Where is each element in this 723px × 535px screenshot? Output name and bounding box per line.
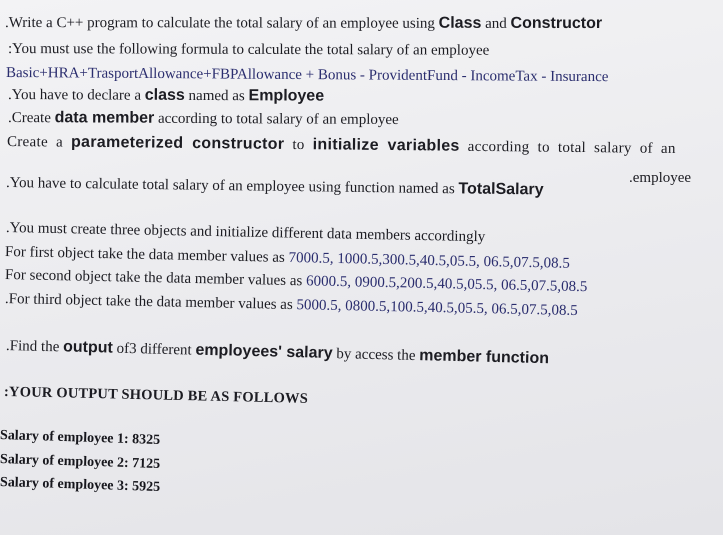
class-declaration-instruction xyxy=(8,86,324,106)
second-object-data: 6000.5, 0900.5,200.5,40.5,05.5, 06.5,07.5,08.5 xyxy=(305,273,588,296)
first-object-data: 7000.5, 1000.5,300.5,40.5,05.5, 06.5,07.5,08.5 xyxy=(288,249,570,272)
task-intro-text: .Write a C++ program to calculate the total salary of an employee using xyxy=(4,15,439,32)
formula-instruction-text: :You must use the following formula to calculate the total salary of an employee xyxy=(7,41,490,59)
second-object-label: For second object take the data member values as xyxy=(4,267,307,290)
employee-continued-text: .employee xyxy=(629,170,692,186)
keyword-parameterized-constructor: parameterized constructor xyxy=(70,133,285,153)
output-line-employee-3 xyxy=(0,474,160,497)
create-text: .Create xyxy=(7,110,55,127)
keyword-output: output xyxy=(62,338,114,357)
data-member-rest-text: according to total salary of an employee xyxy=(154,110,399,129)
third-object-values xyxy=(5,290,578,320)
three-different-text: 3 different xyxy=(128,341,196,359)
create-a-text: Create a xyxy=(6,134,72,151)
output-instruction xyxy=(6,337,549,368)
of-text: of xyxy=(112,340,130,358)
keyword-total-salary: TotalSalary xyxy=(458,180,544,199)
output-line-employee-1 xyxy=(0,427,160,450)
connector-text: and xyxy=(481,15,511,32)
constructor-rest-text: according to total salary of an xyxy=(459,138,676,158)
named-as-text: named as xyxy=(184,87,249,105)
first-object-label: For first object take the data member values as xyxy=(4,244,289,266)
employee-1-salary: Salary of employee 1: 8325 xyxy=(0,428,161,449)
salary-formula-text: Basic+HRA+TrasportAllowance+FBPAllowance + Bonus - ProvidentFund - IncomeTax - Insurance xyxy=(5,65,609,86)
salary-formula xyxy=(6,64,609,86)
to-text: to xyxy=(284,136,313,154)
objects-instruction-text: .You must create three objects and initialize different data members accordingly xyxy=(5,220,486,246)
keyword-constructor: Constructor xyxy=(510,14,603,33)
by-access-text: by access the xyxy=(332,345,420,365)
constructor-instruction-continued xyxy=(629,169,691,187)
objects-instruction xyxy=(6,219,486,246)
keyword-initialize-variables: initialize variables xyxy=(312,136,460,155)
data-member-instruction xyxy=(8,109,399,129)
third-object-label: .For third object take the data member values as xyxy=(4,291,297,314)
keyword-employee: Employee xyxy=(248,87,325,105)
keyword-class: Class xyxy=(438,14,482,32)
task-statement xyxy=(5,14,602,33)
output-heading-text: :YOUR OUTPUT SHOULD BE AS FOLLOWS xyxy=(3,384,309,407)
total-salary-function-instruction xyxy=(6,174,544,200)
output-heading xyxy=(4,383,308,408)
constructor-instruction xyxy=(7,133,676,158)
output-line-employee-2 xyxy=(0,451,160,474)
keyword-member-function: member function xyxy=(419,347,550,368)
function-instruction-text: .You have to calculate total salary of an employee using function named as xyxy=(5,175,459,198)
employee-2-salary: Salary of employee 2: 7125 xyxy=(0,452,161,473)
find-the-text: .Find the xyxy=(5,338,64,356)
class-instruction-text: .You have to declare a xyxy=(7,87,145,104)
keyword-data-member: data member xyxy=(54,109,155,127)
formula-instruction xyxy=(8,40,489,60)
third-object-data: 5000.5, 0800.5,100.5,40.5,05.5, 06.5,07.5,08.5 xyxy=(296,297,578,319)
keyword-employees-salary: employees' salary xyxy=(195,341,333,362)
employee-3-salary: Salary of employee 3: 5925 xyxy=(0,475,161,496)
keyword-class-lower: class xyxy=(144,86,185,104)
